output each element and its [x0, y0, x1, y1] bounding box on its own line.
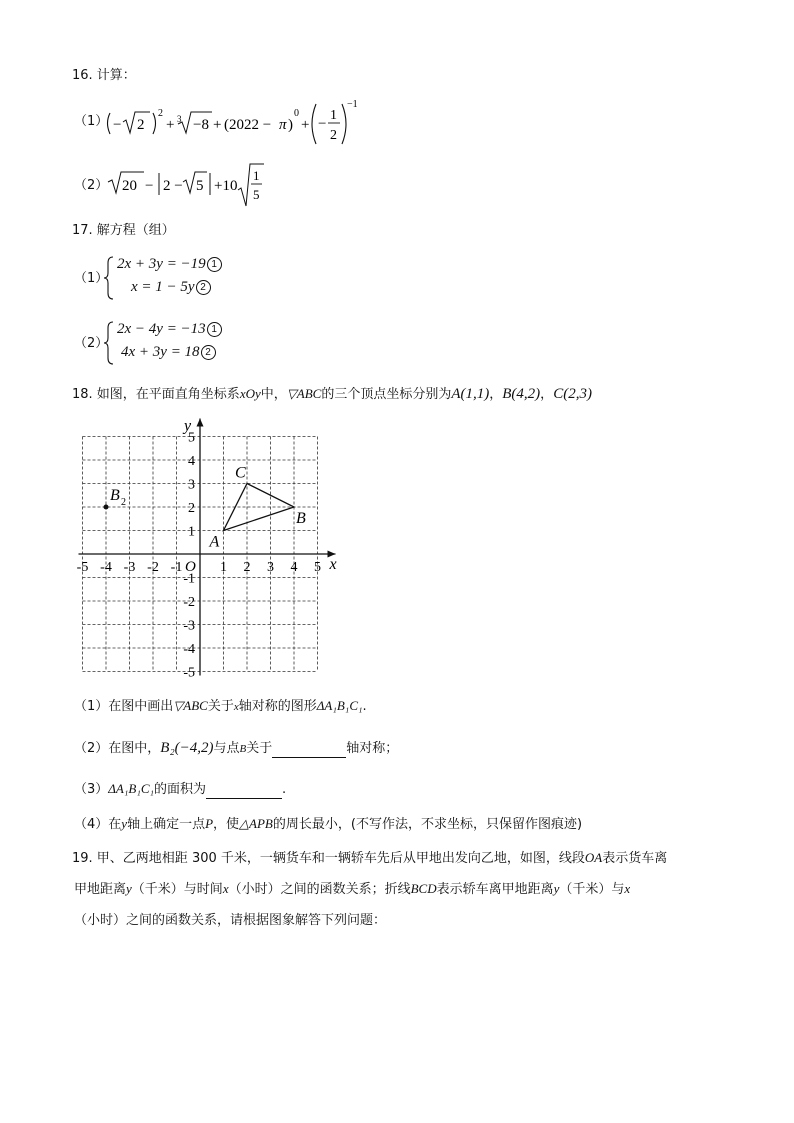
q18-sub2: （2）在图中，B₂(−4,2)与点B关于 轴对称；	[74, 740, 399, 756]
q16-part1-label: （1）	[74, 114, 109, 129]
x-tick-label: -5	[76, 560, 89, 575]
circled-1-mark: 1	[207, 257, 222, 272]
x-tick-label: -4	[100, 560, 112, 575]
circled-1-mark: 1	[207, 322, 222, 337]
svg-text:5: 5	[253, 187, 260, 202]
q19-line2: 甲地距离y（千米）与时间x（小时）之间的函数关系；折线BCD表示轿车离甲地距离y（千米）与x	[74, 881, 631, 897]
vertex-label-a: A	[209, 533, 220, 551]
q19-line3: （小时）之间的函数关系，请根据图象解答下列问题：	[74, 913, 387, 928]
vertex-label-c: C	[235, 464, 246, 482]
svg-text:+: +	[166, 117, 175, 133]
point-marker	[104, 505, 109, 510]
svg-text:2 −: 2 −	[163, 178, 183, 194]
y-axis-label: y	[184, 417, 192, 435]
x-tick-label: 3	[267, 560, 274, 575]
origin-label: O	[185, 559, 196, 575]
x-tick-label: -2	[147, 560, 159, 575]
vertex-label-b: B	[296, 510, 306, 527]
svg-text:2: 2	[158, 108, 163, 119]
q17-part1-brace	[103, 255, 115, 301]
y-tick-label: -5	[183, 665, 195, 681]
svg-text:): )	[288, 117, 293, 133]
x-axis-label: x	[329, 556, 337, 573]
y-tick-label: -2	[183, 595, 195, 610]
y-tick-label: 1	[188, 524, 195, 540]
y-tick-label: 4	[188, 454, 195, 469]
x-tick-label: 4	[290, 560, 298, 575]
svg-text:2: 2	[330, 128, 337, 143]
q17-part1-eq1: 2x + 3y = −19 1	[117, 256, 222, 273]
circled-2-mark: 2	[196, 280, 211, 295]
svg-text:(2022 −: (2022 −	[224, 117, 272, 133]
y-tick-label: -4	[183, 642, 195, 657]
q17-part2-label: （2）	[74, 336, 109, 351]
point-label-subscript: 2	[121, 497, 126, 508]
svg-text:+: +	[301, 117, 310, 133]
svg-text:3: 3	[177, 114, 182, 124]
q19-line1: 19. 甲、乙两地相距 300 千米，一辆货车和一辆轿车先后从甲地出发向乙地，如图，线段OA表示货车离	[72, 850, 668, 866]
y-tick-label: 2	[188, 501, 195, 516]
coordinate-grid-chart	[60, 410, 350, 686]
q17-part2-brace	[103, 320, 115, 366]
svg-text:−: −	[113, 117, 122, 133]
svg-text:0: 0	[294, 108, 299, 119]
svg-text:2: 2	[137, 117, 145, 133]
svg-text:π: π	[279, 117, 287, 133]
q16-part2-label: （2）	[74, 178, 109, 193]
x-tick-label: -1	[170, 560, 183, 575]
svg-text:−: −	[318, 116, 327, 132]
y-tick-label: -3	[183, 618, 195, 634]
q17-part1-eq2: x = 1 − 5y 2	[131, 279, 211, 296]
svg-text:1: 1	[253, 168, 260, 183]
q18-sub3: （3）ΔA₁B₁C₁的面积为 .	[74, 781, 287, 797]
answer-blank[interactable]	[272, 743, 346, 758]
svg-text:+: +	[213, 117, 222, 133]
q18-sub1: （1）在图中画出▽ABC关于x轴对称的图形ΔA₁B₁C₁.	[74, 698, 367, 714]
q16-part1-expression	[104, 98, 364, 148]
x-tick-label: 1	[220, 560, 227, 575]
q16-title: 16. 计算：	[72, 68, 136, 83]
q18-intro: 18. 如图，在平面直角坐标系xOy中，▽ABC的三个顶点坐标分别为A(1,1)，B(4,2)，C(2,3)	[72, 386, 592, 402]
answer-blank[interactable]	[206, 784, 282, 799]
svg-text:−1: −1	[347, 99, 358, 110]
x-tick-label: 5	[314, 560, 321, 575]
svg-text:−: −	[145, 178, 154, 194]
y-tick-label: 3	[188, 477, 195, 493]
q17-part2-eq1: 2x − 4y = −13 1	[117, 321, 222, 338]
point-label: B	[110, 487, 120, 504]
y-tick-label: 5	[188, 430, 195, 446]
svg-text:5: 5	[196, 178, 204, 194]
q17-title: 17. 解方程（组）	[72, 223, 175, 238]
y-axis-arrow	[197, 419, 204, 427]
x-tick-label: -3	[123, 560, 136, 575]
svg-text:−8: −8	[193, 117, 209, 133]
q17-part1-label: （1）	[74, 271, 109, 286]
svg-text:20: 20	[122, 178, 137, 194]
q16-part2-expression	[104, 160, 264, 210]
q18-sub4: （4）在y轴上确定一点P，使△APB的周长最小，(不写作法，不求坐标，只保留作图痕迹)	[74, 816, 583, 832]
svg-text:+10: +10	[214, 178, 238, 194]
q17-part2-eq2: 4x + 3y = 18 2	[121, 344, 216, 361]
x-tick-label: 2	[243, 560, 251, 575]
y-tick-label: -1	[183, 571, 195, 587]
circled-2-mark: 2	[201, 345, 216, 360]
svg-text:1: 1	[330, 108, 337, 123]
